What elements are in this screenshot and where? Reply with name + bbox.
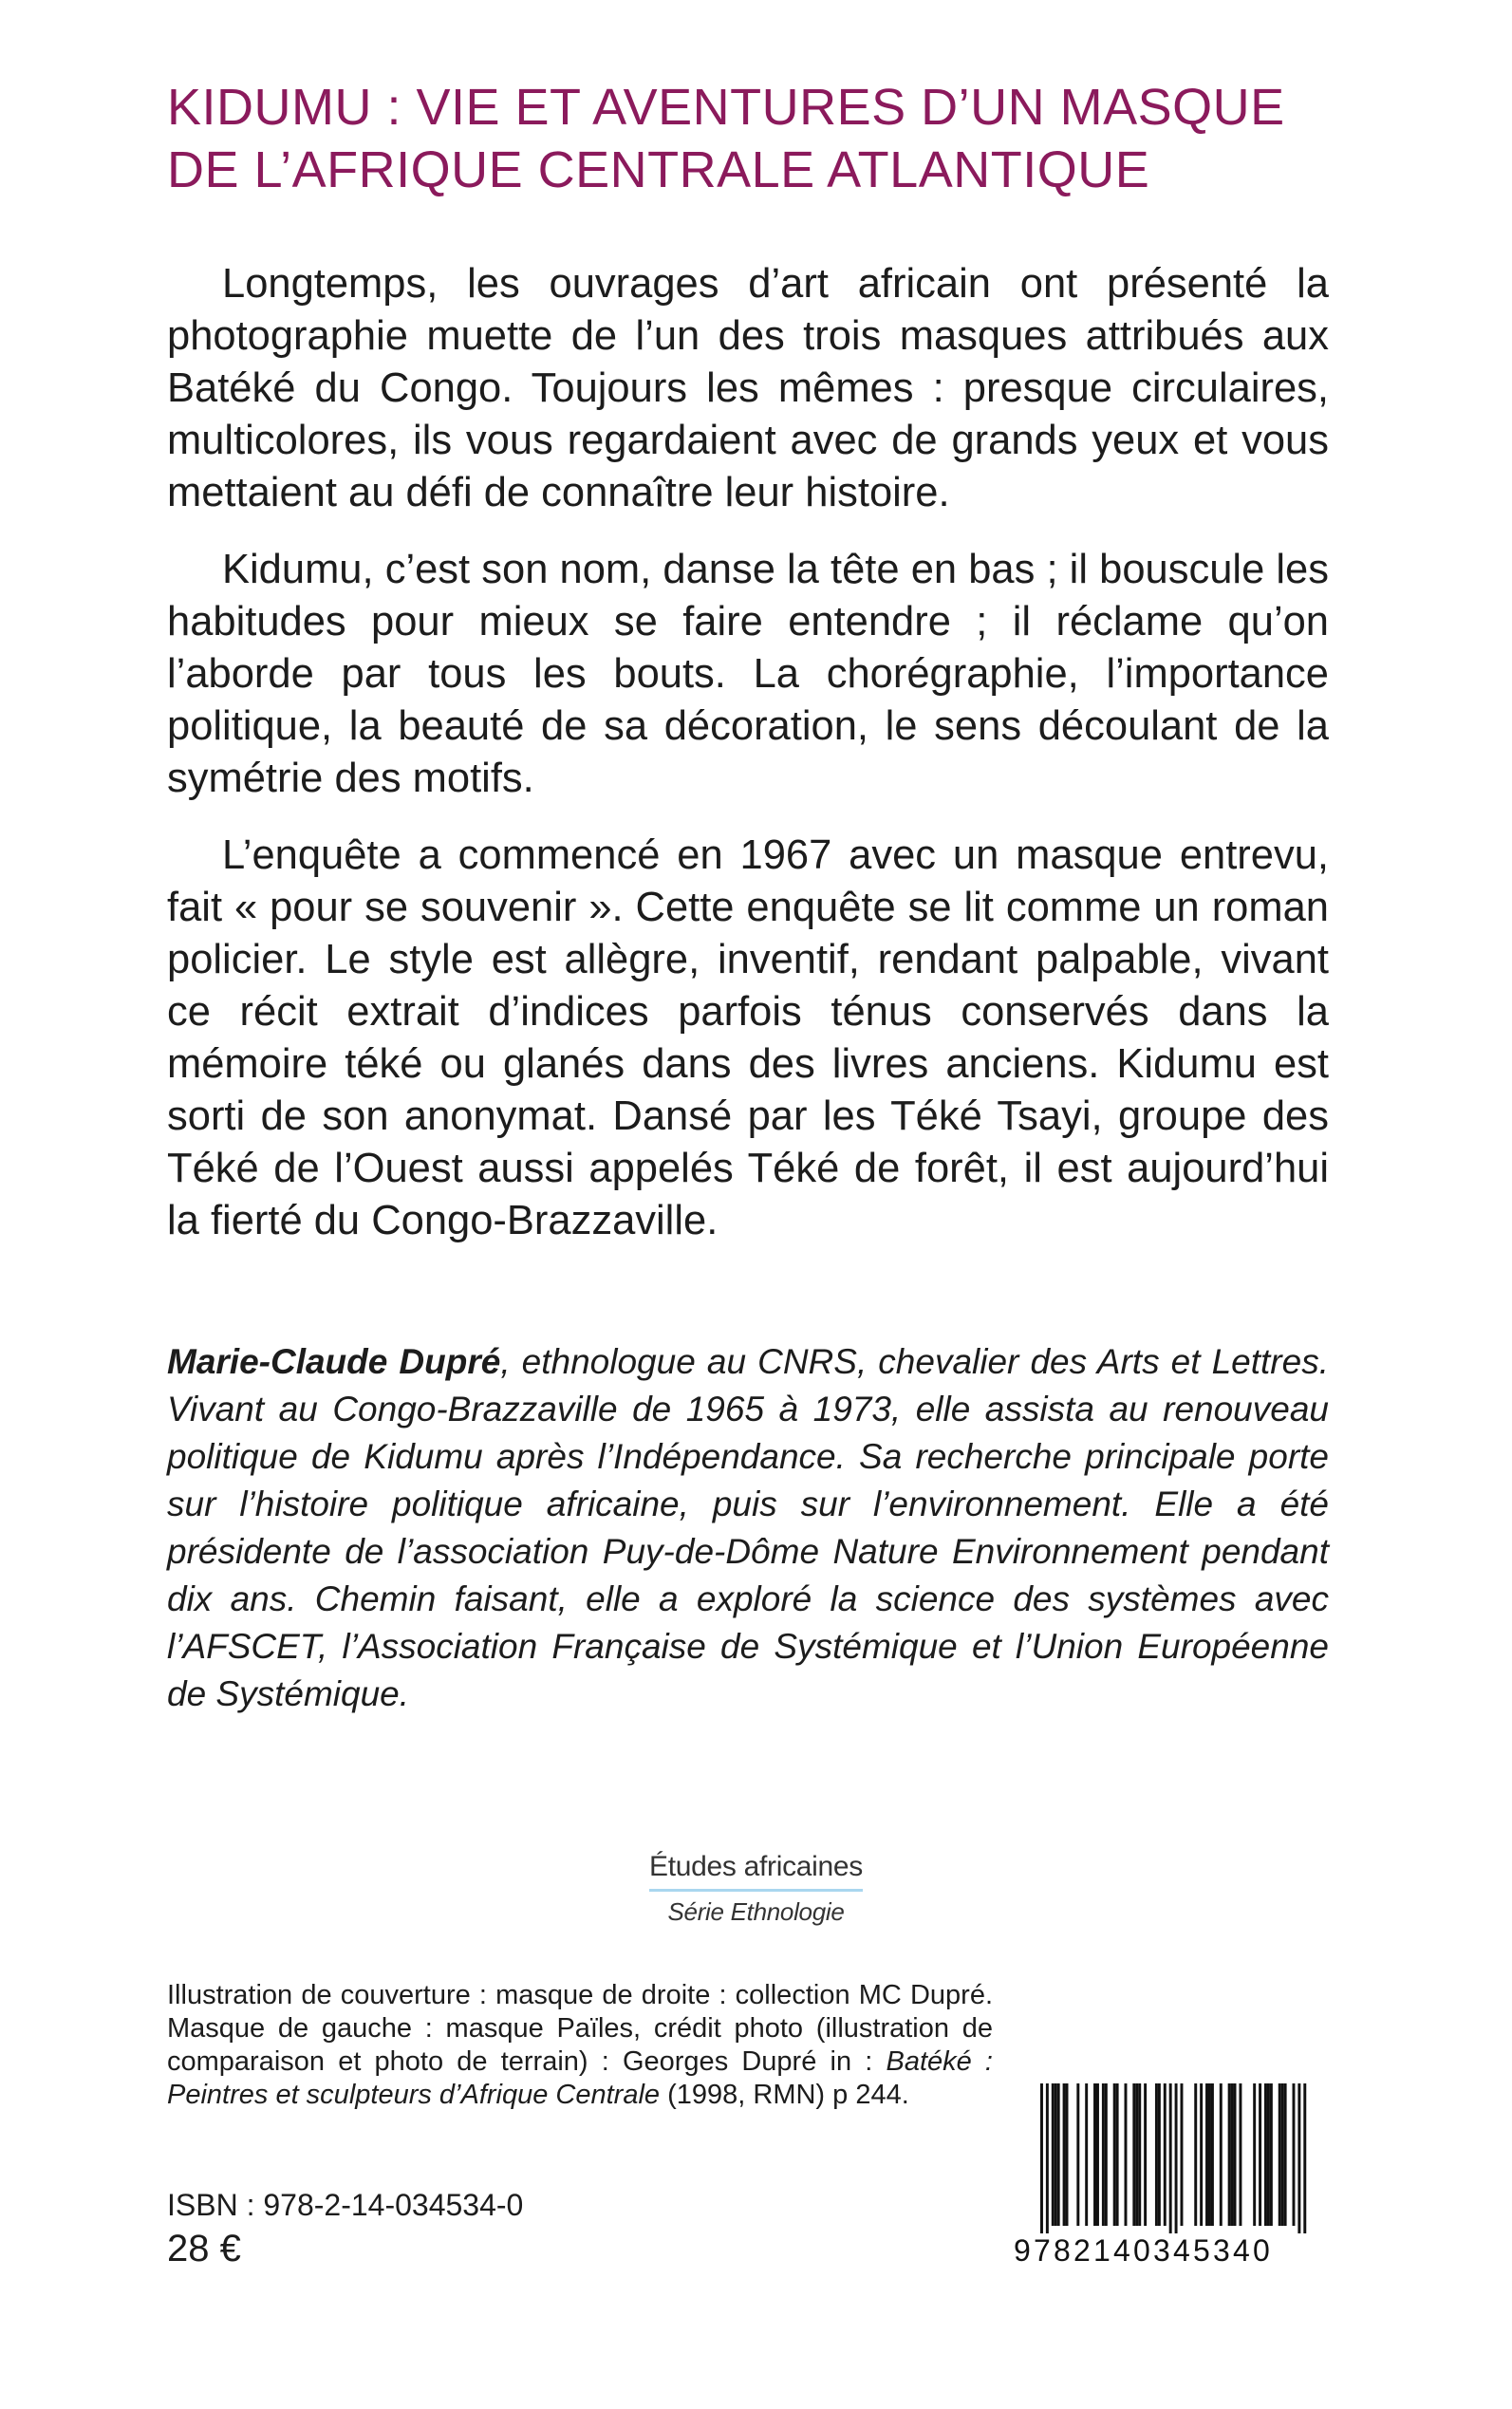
barcode-bar bbox=[1055, 2083, 1057, 2226]
barcode-bar bbox=[1132, 2083, 1135, 2226]
barcode-bar bbox=[1093, 2083, 1096, 2226]
barcode-bar bbox=[1253, 2083, 1256, 2226]
credits-book-title: Batéké : Peintres et sculpteurs d’Afrique Centrale bbox=[167, 2046, 993, 2110]
barcode-bar bbox=[1113, 2083, 1116, 2226]
barcode-bar bbox=[1155, 2083, 1158, 2226]
isbn: ISBN : 978-2-14-034534-0 bbox=[167, 2188, 524, 2222]
book-title bbox=[167, 76, 1353, 201]
barcode-bar bbox=[1105, 2083, 1108, 2226]
blurb-paragraph-3: L’enquête a commencé en 1967 avec un masque entrevu, fait « pour se souvenir ». Cette enquête se lit comme un roman policier. Le style est allègre, inventif, rendant palpable, vivant ce récit extrait d’indices parfois ténus conservés dans la mémoire téké ou glanés dans des livres anciens. Kidumu est sorti de son anonymat. Dansé par les Téké Tsayi, groupe des Téké de l’Ouest aussi appelés Téké de forêt, il est aujourd’hui la fierté du Congo-Brazzaville. bbox=[167, 832, 1329, 1243]
cover-credits bbox=[167, 1979, 993, 2112]
barcode-bar bbox=[1096, 2083, 1099, 2226]
barcode-bar bbox=[1102, 2083, 1105, 2226]
barcode-bar bbox=[1270, 2083, 1273, 2226]
barcode-bar bbox=[1205, 2083, 1208, 2226]
barcode-bar bbox=[1297, 2083, 1300, 2233]
barcode-bar bbox=[1208, 2083, 1211, 2226]
barcode-bars bbox=[1014, 2083, 1317, 2233]
blurb-paragraph-1: Longtemps, les ouvrages d’art africain ont présenté la photographie muette de l’un des trois masques attribués aux Batéké du Congo. Toujours les mêmes : presque circulaires, multicolores, ils vous regardaient avec de grands yeux et vous mettaient au défi de connaître leur histoire. bbox=[167, 261, 1329, 515]
barcode-bar bbox=[1284, 2083, 1287, 2226]
barcode-bar bbox=[1234, 2083, 1237, 2226]
book-title-line-2: DE L’AFRIQUE CENTRALE ATLANTIQUE bbox=[167, 141, 1150, 198]
barcode-bar bbox=[1194, 2083, 1197, 2226]
book-title-line-1: KIDUMU : VIE ET AVENTURES D’UN MASQUE bbox=[167, 79, 1285, 136]
barcode-bar bbox=[1267, 2083, 1270, 2226]
barcode-bar bbox=[1164, 2083, 1167, 2226]
barcode-bar bbox=[1144, 2083, 1147, 2226]
barcode-bar bbox=[1076, 2083, 1079, 2226]
author-bio bbox=[167, 1338, 1329, 1718]
barcode-bar bbox=[1181, 2083, 1184, 2226]
barcode-bar bbox=[1293, 2083, 1296, 2226]
barcode-digits: 9782140345340 bbox=[1014, 2233, 1273, 2268]
barcode-bar bbox=[1220, 2083, 1223, 2226]
barcode bbox=[1014, 2083, 1317, 2292]
barcode-bar bbox=[1138, 2083, 1141, 2226]
barcode-bar bbox=[1211, 2083, 1214, 2226]
barcode-bar bbox=[1175, 2083, 1178, 2233]
barcode-bar bbox=[1200, 2083, 1203, 2226]
barcode-bar bbox=[1303, 2083, 1306, 2233]
barcode-bar bbox=[1239, 2083, 1241, 2226]
barcode-bar bbox=[1169, 2083, 1172, 2233]
barcode-bar bbox=[1052, 2083, 1055, 2226]
barcode-bar bbox=[1057, 2083, 1060, 2226]
blurb bbox=[167, 258, 1329, 1272]
barcode-bar bbox=[1040, 2083, 1043, 2233]
price: 28 € bbox=[167, 2228, 241, 2269]
barcode-bar bbox=[1085, 2083, 1088, 2226]
barcode-bar bbox=[1158, 2083, 1161, 2226]
series-name: Études africaines bbox=[649, 1851, 863, 1892]
blurb-paragraph-2: Kidumu, c’est son nom, danse la tête en bas ; il bouscule les habitudes pour mieux se faire entendre ; il réclame qu’on l’aborde par tous les bouts. La chorégraphie, l’importance politique, la beauté de sa décoration, le sens découlant de la symétrie des motifs. bbox=[167, 547, 1329, 801]
barcode-bar bbox=[1281, 2083, 1284, 2226]
author-bio-text: , ethnologue au CNRS, chevalier des Arts et Lettres. Vivant au Congo-Brazzaville de 1965 à 1973, elle assista au renouveau politique de Kidumu après l’Indépendance. Sa recherche principale porte sur l’histoire politique africaine, puis sur l’environnement. Elle a été présidente de l’association Puy-de-Dôme Nature Environnement pendant dix ans. Chemin faisant, elle a exploré la science des systèmes avec l’AFSCET, l’Association Française de Systémique et l’Union Européenne de Systémique. bbox=[167, 1342, 1329, 1713]
barcode-bar bbox=[1063, 2083, 1066, 2226]
author-name: Marie-Claude Dupré bbox=[167, 1342, 501, 1381]
barcode-bar bbox=[1046, 2083, 1049, 2233]
barcode-bar bbox=[1228, 2083, 1231, 2226]
barcode-bar bbox=[1279, 2083, 1281, 2226]
series-label bbox=[0, 1851, 1512, 1927]
barcode-bar bbox=[1135, 2083, 1138, 2226]
barcode-bar bbox=[1264, 2083, 1267, 2226]
series-subseries: Série Ethnologie bbox=[667, 1897, 845, 1926]
barcode-bar bbox=[1066, 2083, 1069, 2226]
credits-text-2: (1998, RMN) p 244. bbox=[660, 2080, 909, 2110]
barcode-bar bbox=[1231, 2083, 1234, 2226]
barcode-bar bbox=[1125, 2083, 1128, 2226]
barcode-bar bbox=[1116, 2083, 1119, 2226]
barcode-bar bbox=[1259, 2083, 1261, 2226]
credits-text-1: Illustration de couverture : masque de droite : collection MC Dupré. Masque de gauche : masque Païles, crédit photo (illustration de comparaison et photo de terrain) : Georges Dupré in : bbox=[167, 1980, 993, 2077]
